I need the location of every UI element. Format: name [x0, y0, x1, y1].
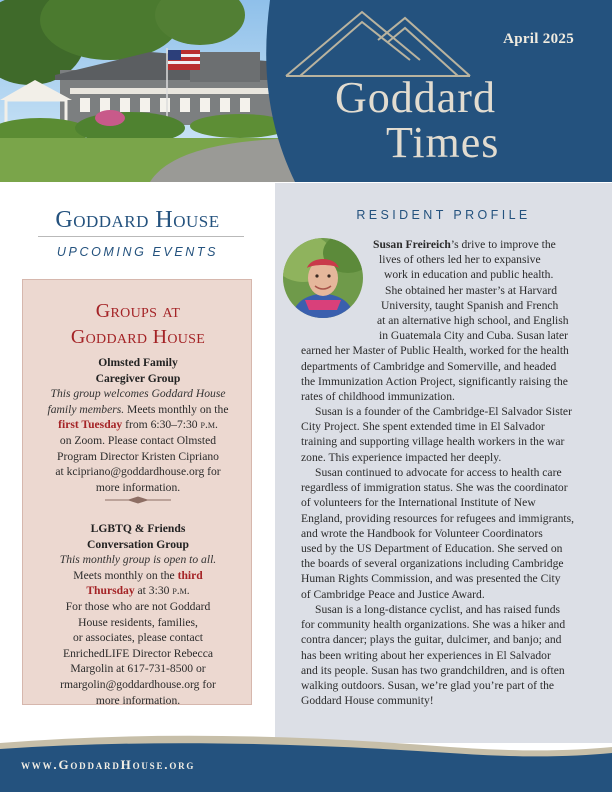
text-line: City Project. She spent extended time in El Salvador — [301, 420, 545, 434]
event-day-highlight: first Tuesday — [58, 418, 123, 432]
event-email-text: rmargolin@goddardhouse.org for — [60, 677, 216, 691]
event-title: Olmsted Family — [98, 356, 178, 369]
text-line: used by the US Department of Education. She served on — [301, 542, 563, 556]
event-text: or associates, please contact — [72, 631, 204, 645]
building-photo — [0, 0, 612, 182]
newsletter-title-line2: Times — [386, 118, 500, 167]
event-day-highlight: Thursday — [86, 584, 135, 598]
text-line: at an alternative high school, and English — [377, 314, 569, 328]
text-line: the boards of several organizations including Cambridge — [301, 557, 564, 571]
text-line: Susan is a long-distance cyclist, and has raised funds — [315, 603, 561, 616]
event-text: from 6:30–7:30 — [122, 418, 201, 432]
event-day-highlight: third — [177, 568, 203, 582]
text-line: University, taught Spanish and French — [381, 298, 559, 312]
event-time-suffix: p.m. — [172, 584, 190, 598]
event-lgbtq — [23, 521, 253, 708]
text-line: training and supporting village health workers in the war — [301, 435, 565, 449]
event-title: Conversation Group — [87, 537, 189, 551]
event-text: on Zoom. Please contact Olmsted — [59, 433, 217, 447]
profile-paragraph-2 — [301, 404, 601, 465]
event-text: Meets monthly on the — [124, 402, 229, 416]
section-heading: Goddard House — [55, 207, 220, 233]
event-text: House residents, families, — [78, 615, 198, 629]
website-url[interactable]: www.GoddardHouse.org — [21, 757, 196, 772]
event-title: Caregiver Group — [95, 371, 181, 385]
text-line: Human Rights Commission, and was presented the City — [301, 572, 561, 586]
event-email-text: at kcipriano@goddardhouse.org for — [55, 465, 221, 479]
event-text: more information. — [95, 693, 181, 707]
event-title: LGBTQ & Friends — [90, 522, 186, 535]
event-text: Meets monthly on the — [73, 568, 178, 582]
box-title-line2: Goddard House — [70, 326, 206, 348]
text-line: of volunteers for the International Institute of New — [301, 496, 536, 510]
text-line: regardless of immigration status. She was the coordinator — [301, 481, 568, 495]
events-box — [22, 279, 252, 705]
text-line: ’s drive to improve the — [450, 238, 556, 251]
text-line: and its people. Susan has two grandchildren, and is often — [301, 663, 565, 677]
masthead — [0, 0, 612, 182]
event-text: EnrichedLIFE Director Rebecca — [63, 646, 213, 660]
text-line: rates of childhood immunization. — [301, 390, 455, 404]
event-note: This monthly group is open to all. — [59, 553, 217, 567]
event-text: For those who are not Goddard — [65, 599, 211, 613]
text-line: zone. This experience impacted her deeply. — [301, 450, 502, 464]
text-line: has been writing about her experiences in El Salvador — [301, 648, 551, 662]
text-line: work in education and public health. — [384, 268, 554, 282]
text-line: contra dancer; plays the guitar, dulcimer, and banjo; and — [301, 633, 562, 647]
text-line: and wrote the Handbook for Volunteer Coordinators — [301, 526, 543, 540]
event-olmsted — [23, 355, 253, 495]
resident-name: Susan Freireich — [373, 238, 451, 251]
text-line: England, providing resources for refugees and immigrants, — [301, 511, 575, 525]
text-line: for community health organizations. She was a hiker and — [301, 618, 566, 632]
text-line: in Guatemala City and Cuba. Susan later — [379, 329, 568, 343]
event-note: This group welcomes Goddard House — [50, 387, 226, 401]
issue-date: April 2025 — [503, 31, 574, 47]
text-line: Goddard House community! — [301, 694, 434, 708]
profile-paragraph-3 — [301, 465, 601, 602]
text-line: She obtained her master’s at Harvard — [385, 283, 558, 297]
newsletter-title-line1: Goddard — [335, 73, 496, 122]
text-line: Susan continued to advocate for access to health care — [315, 466, 562, 479]
text-line: walking outdoors. Susan, we’re glad you’re part of the — [301, 679, 555, 693]
section-subheading: UPCOMING EVENTS — [56, 245, 219, 259]
event-text: at 3:30 — [134, 584, 173, 598]
event-time-suffix: p.m. — [200, 418, 218, 432]
ornament-divider — [105, 496, 171, 504]
text-line: lives of others led her to expansive — [379, 253, 541, 267]
event-text: more information. — [95, 480, 181, 494]
text-line: the Immunization Action Project, significantly raising the — [301, 374, 568, 388]
text-line: Susan is a founder of the Cambridge-El Salvador Sister — [315, 405, 572, 418]
event-text: Program Director Kristen Cipriano — [57, 449, 219, 463]
profile-paragraph-4 — [301, 602, 601, 708]
profile-heading: RESIDENT PROFILE — [356, 208, 531, 222]
profile-paragraph-1 — [301, 237, 601, 404]
text-line: departments of Cambridge and Somerville, and headed — [301, 359, 557, 373]
divider — [38, 236, 244, 237]
events-box-title — [23, 298, 253, 350]
box-title-line1: Groups at — [95, 300, 181, 322]
text-line: of Cambridge Peace and Justice Award. — [301, 587, 485, 601]
event-note: family members. — [47, 402, 125, 416]
event-phone-text: Margolin at 617-731-8500 or — [70, 662, 206, 676]
text-line: earned her Master of Public Health, worked for the health — [301, 344, 569, 358]
